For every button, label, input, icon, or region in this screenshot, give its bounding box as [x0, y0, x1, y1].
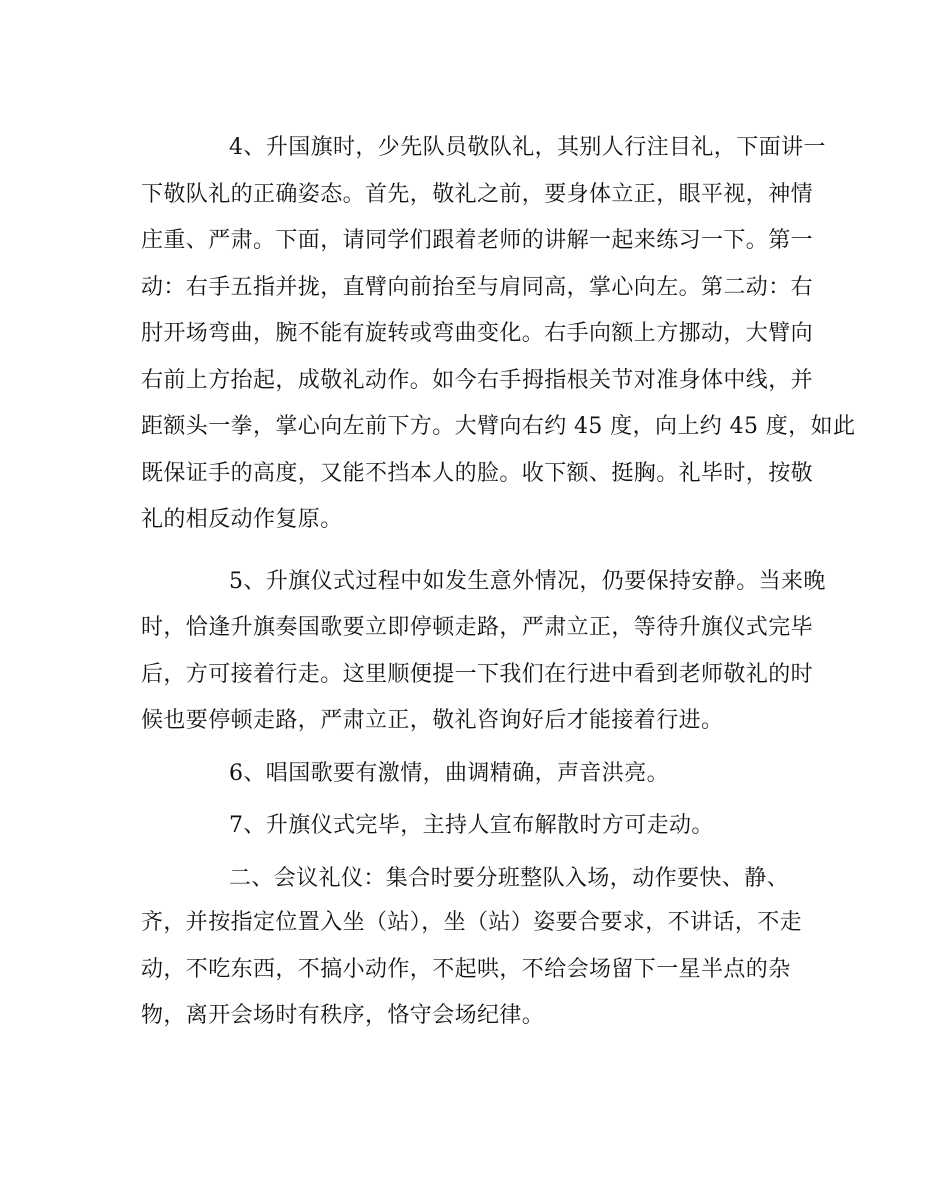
paragraph-5-line-1: 5、升旗仪式过程中如发生意外情况，仍要保持安静。当来晚	[229, 569, 826, 594]
paragraph-4-line-9: 礼的相反动作复原。	[141, 507, 343, 532]
paragraph-4-line-4: 动：右手五指并拢，直臂向前抬至与肩同高，掌心向左。第二动：右	[141, 275, 814, 300]
paragraph-5-line-2: 时，恰逢升旗奏国歌要立即停顿走路，严肃立正，等待升旗仪式完毕	[141, 615, 814, 640]
paragraph-4-line-2: 下敬队礼的正确姿态。首先，敬礼之前，要身体立正，眼平视，神情	[141, 182, 814, 207]
paragraph-meeting-line-1: 二、会议礼仪：集合时要分班整队入场，动作要快、静、	[229, 866, 790, 891]
paragraph-5-line-4: 候也要停顿走路，严肃立正，敬礼咨询好后才能接着行进。	[141, 708, 724, 733]
paragraph-5-line-3: 后，方可接着行走。这里顺便提一下我们在行进中看到老师敬礼的时	[141, 662, 814, 687]
paragraph-meeting-line-2: 齐，并按指定位置入坐（站），坐（站）姿要合要求，不讲话，不走	[141, 910, 803, 935]
paragraph-meeting-line-3: 动，不吃东西，不搞小动作，不起哄，不给会场留下一星半点的杂	[141, 957, 791, 982]
paragraph-4-line-8: 既保证手的高度，又能不挡本人的脸。收下额、挺胸。礼毕时，按敬	[141, 461, 814, 486]
paragraph-7-line-1: 7、升旗仪式完毕，主持人宣布解散时方可走动。	[229, 813, 714, 838]
paragraph-6-line-1: 6、唱国歌要有激情，曲调精确，声音洪亮。	[229, 761, 669, 786]
paragraph-4-line-5: 肘开场弯曲，腕不能有旋转或弯曲变化。右手向额上方挪动，大臂向	[141, 321, 814, 346]
paragraph-4-line-6: 右前上方抬起，成敬礼动作。如今右手拇指根关节对准身体中线，并	[141, 368, 814, 393]
paragraph-4-line-1: 4、升国旗时，少先队员敬队礼，其别人行注目礼，下面讲一	[229, 135, 826, 160]
paragraph-4-line-3: 庄重、严肃。下面，请同学们跟着老师的讲解一起来练习一下。第一	[141, 228, 814, 253]
paragraph-meeting-line-4: 物，离开会场时有秩序，恪守会场纪律。	[141, 1003, 545, 1028]
paragraph-4-line-7: 距额头一拳，掌心向左前下方。大臂向右约 45 度，向上约 45 度，如此	[141, 414, 856, 439]
